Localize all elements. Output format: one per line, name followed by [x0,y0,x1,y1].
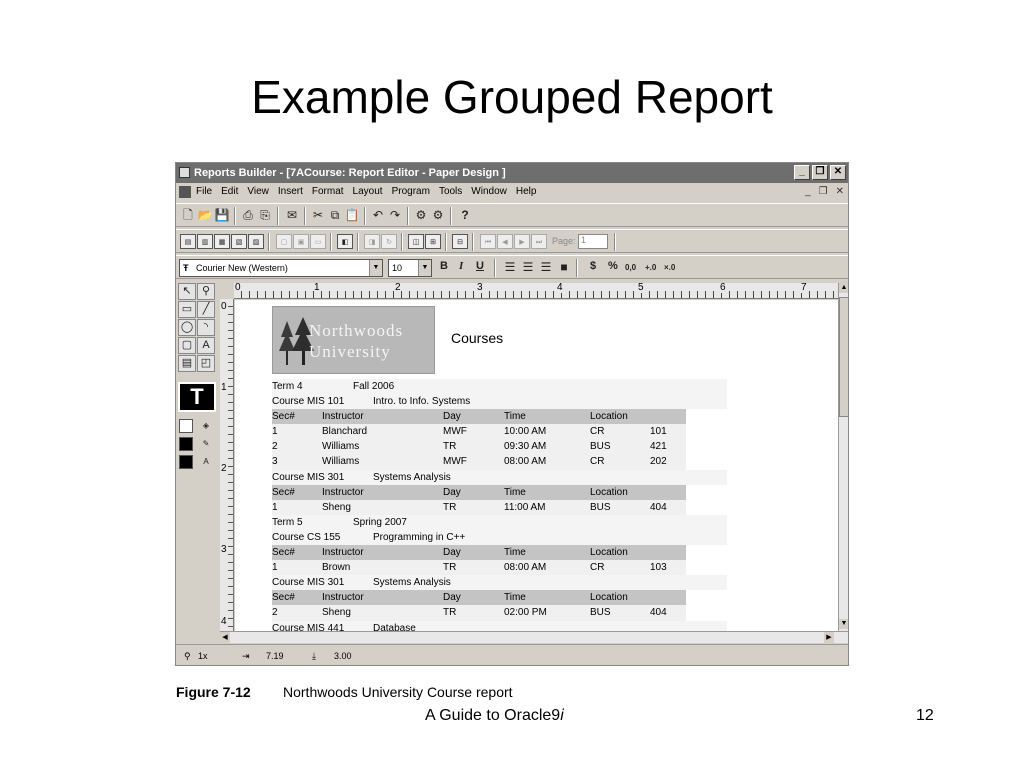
ruler-mark: 0 [221,301,227,312]
horizontal-position-icon: ⇥ [242,651,250,661]
vertical-scrollbar[interactable] [838,283,849,631]
column-header: Instructor [322,592,364,604]
rectangle-tool-icon[interactable]: ▭ [178,301,196,318]
vertical-ruler [220,299,234,631]
menu-file[interactable]: File [196,186,213,197]
text-color-swatch[interactable] [179,455,193,469]
menu-bar [176,183,848,201]
term-value: Fall 2006 [353,381,395,392]
slide-number: 12 [916,707,934,724]
menu-tools[interactable]: Tools [438,186,463,197]
ruler-mark: 2 [395,283,401,293]
fill-color-icon[interactable]: ◈ [202,421,210,430]
percent-button[interactable]: % [608,260,618,272]
table-cell: 404 [650,607,667,619]
footer-title [425,707,564,725]
add-decimal-button[interactable]: +.0 [645,263,657,272]
fill-color-swatch[interactable] [179,419,193,433]
reports-builder-window [175,162,849,666]
table-cell: CR [590,426,605,438]
paper-design-icon[interactable]: ▧ [231,234,247,249]
report-canvas[interactable] [235,300,838,631]
column-header: Location [590,547,628,559]
chevron-down-icon[interactable]: ▼ [418,260,431,276]
column-header: Instructor [322,486,364,498]
footer-text: A Guide to Oracle9 [425,707,561,724]
flex-icon[interactable]: ◨ [364,234,380,249]
menu-program[interactable]: Program [391,186,430,197]
font-type-icon: Ŧ [183,263,189,273]
column-header: Location [590,411,628,423]
ruler-mark: 3 [477,283,483,293]
table-cell: MWF [443,456,467,468]
table-cell: Williams [322,441,360,453]
column-header: Time [504,592,526,604]
table-cell: BUS [590,441,611,453]
column-header: Day [443,547,461,559]
column-header: Day [443,411,461,423]
table-cell: 2 [272,441,278,453]
term-label: Term 4 [272,381,303,392]
close-button[interactable]: ✕ [830,165,846,180]
wizard-icon[interactable]: ⚙ [415,208,427,222]
table-row[interactable] [272,439,686,454]
prev-page-icon[interactable]: ◀ [497,234,513,249]
scroll-up-icon[interactable]: ▲ [840,284,848,291]
refresh-icon[interactable]: ↻ [381,234,397,249]
new-icon[interactable]: 🗋 [183,208,193,222]
line-color-swatch[interactable] [179,437,193,451]
font-family-select[interactable] [179,259,383,277]
text-color-icon[interactable]: A [203,457,209,466]
table-cell: 3 [272,456,278,468]
term-group-row[interactable] [272,515,727,530]
table-cell: 1 [272,501,278,513]
report-heading[interactable]: Courses [451,330,504,346]
bold-button[interactable]: B [440,260,448,272]
chevron-down-icon[interactable]: ▼ [369,260,382,276]
menu-window[interactable]: Window [471,186,507,197]
table-cell: 09:30 AM [504,441,547,453]
last-page-icon[interactable]: ⏭ [531,234,547,249]
column-header: Location [590,486,628,498]
course-group-row[interactable] [272,621,727,632]
print-icon[interactable]: ⎙ [243,208,253,222]
table-cell: TR [443,441,457,453]
course-label: Course MIS 101 [272,396,345,408]
footer-italic-suffix: i [560,707,564,724]
table-cell: 103 [650,562,667,574]
italic-button[interactable]: I [459,260,464,272]
table-cell: 421 [650,441,667,453]
slide-title: Example Grouped Report [251,71,773,123]
paper-layout-icon[interactable]: ▦ [214,234,230,249]
table-cell: CR [590,456,605,468]
frame-icon[interactable]: ▢ [276,234,292,249]
column-header: Instructor [322,411,364,423]
table-cell: 101 [650,426,667,438]
justify-icon[interactable]: ■ [560,260,568,274]
magnify-tool-icon[interactable]: ⚲ [197,283,215,300]
term-group-row[interactable] [272,379,727,394]
table-cell: 1 [272,562,278,574]
table-cell: 08:00 AM [504,562,547,574]
column-header-row[interactable] [272,590,686,605]
scroll-left-icon[interactable]: ◀ [220,632,230,643]
cut-icon[interactable]: ✂ [312,208,324,222]
parameter-form-icon[interactable]: ▨ [248,234,264,249]
figure-caption [176,684,513,700]
table-cell: TR [443,607,457,619]
table-cell: 202 [650,456,667,468]
table-cell: 404 [650,501,667,513]
web-source-icon[interactable]: ▥ [197,234,213,249]
align-right-icon[interactable]: ☰ [540,260,552,274]
ellipse-tool-icon[interactable]: ◯ [178,319,196,336]
window-title: Reports Builder - [7ACourse: Report Editor - Paper Design ] [194,167,506,179]
title-bar [176,163,848,183]
term-value: Spring 2007 [353,516,407,528]
table-cell: 08:00 AM [504,456,547,468]
page-label: Page: [552,236,576,246]
column-header: Location [590,592,628,604]
status-bar [176,644,848,666]
table-row[interactable] [272,424,686,439]
column-header-row[interactable] [272,409,686,424]
table-cell: Brown [322,562,351,574]
restore-button[interactable]: ❐ [812,165,828,180]
font-size-select[interactable] [388,259,432,277]
course-label: Course CS 155 [272,531,341,543]
column-header: Day [443,486,461,498]
ruler-mark: 5 [638,283,644,293]
table-cell: 2 [272,607,278,619]
format-toolbar [176,255,848,279]
term-label: Term 5 [272,516,303,528]
course-group-row[interactable] [272,575,727,590]
course-label: Course MIS 301 [272,471,345,483]
university-logo[interactable] [272,306,435,374]
standard-toolbar [176,203,848,227]
paste-icon[interactable]: 📋 [344,208,360,222]
course-value: Systems Analysis [373,471,451,483]
select-tool-icon[interactable]: ↖ [178,283,196,300]
menu-format[interactable]: Format [311,186,344,197]
ruler-mark: 4 [221,616,227,627]
menu-insert[interactable]: Insert [277,186,303,197]
save-icon[interactable]: 💾 [214,208,230,222]
report-rows [272,379,727,631]
table-cell: TR [443,562,457,574]
table-cell: TR [443,501,457,513]
table-cell: MWF [443,426,467,438]
course-label: Course MIS 441 [272,622,345,631]
logo-line-1: Northwoods [309,321,404,340]
horizontal-position: 7.19 [266,651,284,661]
course-group-row[interactable] [272,394,727,409]
align-objects-icon[interactable]: ◫ [408,234,424,249]
menu-layout[interactable]: Layout [352,186,383,197]
logo-line-2: University [309,342,391,361]
confine-icon[interactable]: ◧ [337,234,353,249]
column-header: Time [504,411,526,423]
line-color-icon[interactable]: ✎ [202,439,210,448]
course-value: Programming in C++ [373,531,466,543]
font-size-value: 10 [392,263,403,273]
doc-close-button[interactable]: ✕ [835,186,844,197]
table-cell: BUS [590,501,611,513]
table-row[interactable] [272,605,686,620]
column-header: Day [443,592,461,604]
underline-button[interactable]: U [476,260,484,272]
line-tool-icon[interactable]: ╱ [197,301,215,318]
course-label: Course MIS 301 [272,577,345,589]
align-center-icon[interactable]: ☰ [522,260,534,274]
ruler-mark: 1 [314,283,320,293]
table-cell: 02:00 PM [504,607,547,619]
vertical-position-icon: ⤓ [312,651,316,661]
rounded-rect-tool-icon[interactable]: ▢ [178,337,196,354]
arc-tool-icon[interactable]: ◝ [197,319,215,336]
ruler-mark: 4 [557,283,563,293]
column-header: Time [504,547,526,559]
course-group-row[interactable] [272,470,727,485]
repeating-frame-icon[interactable]: ▣ [293,234,309,249]
column-header: Sec# [272,547,295,559]
next-page-icon[interactable]: ▶ [514,234,530,249]
course-value: Database [373,622,416,631]
menu-help[interactable]: Help [515,186,537,197]
ruler-mark: 3 [221,544,227,555]
column-header-row[interactable] [272,485,686,500]
doc-restore-button[interactable]: ❐ [818,186,828,197]
table-cell: 10:00 AM [504,426,547,438]
font-family-value: Courier New (Western) [196,263,288,273]
text-label-tool[interactable]: A [197,337,215,354]
scroll-thumb[interactable] [839,297,849,417]
horizontal-scrollbar[interactable] [220,631,849,643]
undo-icon[interactable]: ↶ [372,208,384,222]
ruler-mark: 2 [221,463,227,474]
ruler-mark: 1 [221,382,227,393]
menu-edit[interactable]: Edit [221,186,239,197]
frame-tool-icon[interactable]: ◰ [197,355,215,372]
course-group-row[interactable] [272,530,727,545]
grid-snap-icon[interactable]: ⊞ [425,234,441,249]
view-toolbar [176,229,848,253]
table-cell: Blanchard [322,426,368,438]
caption-text: Northwoods University Course report [283,684,513,700]
zoom-level: 1x [198,651,208,661]
table-cell: Williams [322,456,360,468]
data-wizard-icon[interactable]: ⚙ [432,208,444,222]
column-header: Time [504,486,526,498]
help-icon[interactable]: ? [461,208,469,222]
comma-button[interactable]: 0,0 [625,263,637,272]
column-header: Instructor [322,547,364,559]
minimize-button[interactable]: _ [794,165,810,180]
scroll-down-icon[interactable]: ▼ [840,620,848,627]
remove-decimal-button[interactable]: ×.0 [664,263,676,272]
course-value: Intro. to Info. Systems [373,396,471,408]
copy-icon[interactable]: ⧉ [330,208,340,222]
ruler-mark: 7 [801,283,807,293]
vertical-position: 3.00 [334,651,352,661]
table-cell: BUS [590,607,611,619]
ruler-mark: 0 [235,283,241,293]
menu-view[interactable]: View [247,186,269,197]
data-model-icon[interactable]: ▤ [180,234,196,249]
table-cell: Sheng [322,501,351,513]
currency-button[interactable]: $ [590,260,597,272]
redo-icon[interactable]: ↷ [389,208,401,222]
table-cell: Sheng [322,607,351,619]
table-row[interactable] [272,560,686,575]
mail-icon[interactable]: ✉ [286,208,298,222]
text-tool[interactable]: T [178,382,216,412]
tool-palette [176,281,220,641]
zoom-icon: ⚲ [184,651,191,661]
open-icon[interactable]: 📂 [197,208,213,222]
course-value: Systems Analysis [373,577,451,589]
document-icon[interactable] [179,186,191,198]
column-header-row[interactable] [272,545,686,560]
column-header: Sec# [272,592,295,604]
field-tool-icon[interactable]: ▤ [178,355,196,372]
column-header: Sec# [272,411,295,423]
column-header: Sec# [272,486,295,498]
table-row[interactable] [272,500,686,515]
run-preview-icon[interactable]: ⊟ [452,234,468,249]
ruler-mark: 6 [720,283,726,293]
page-setup-icon[interactable]: ⎘ [260,208,270,222]
table-cell: 11:00 AM [504,501,546,513]
figure-number: Figure 7-12 [176,684,251,700]
scroll-right-icon[interactable]: ▶ [824,632,834,643]
app-icon [179,167,190,178]
table-cell: CR [590,562,605,574]
field-icon[interactable]: ▭ [310,234,326,249]
table-cell: 1 [272,426,278,438]
page-number-input[interactable]: 1 [578,234,608,249]
horizontal-ruler [234,283,838,299]
first-page-icon[interactable]: ⏮ [480,234,496,249]
align-left-icon[interactable]: ☰ [504,260,516,274]
table-row[interactable] [272,454,686,469]
doc-minimize-button[interactable]: _ [805,186,811,197]
